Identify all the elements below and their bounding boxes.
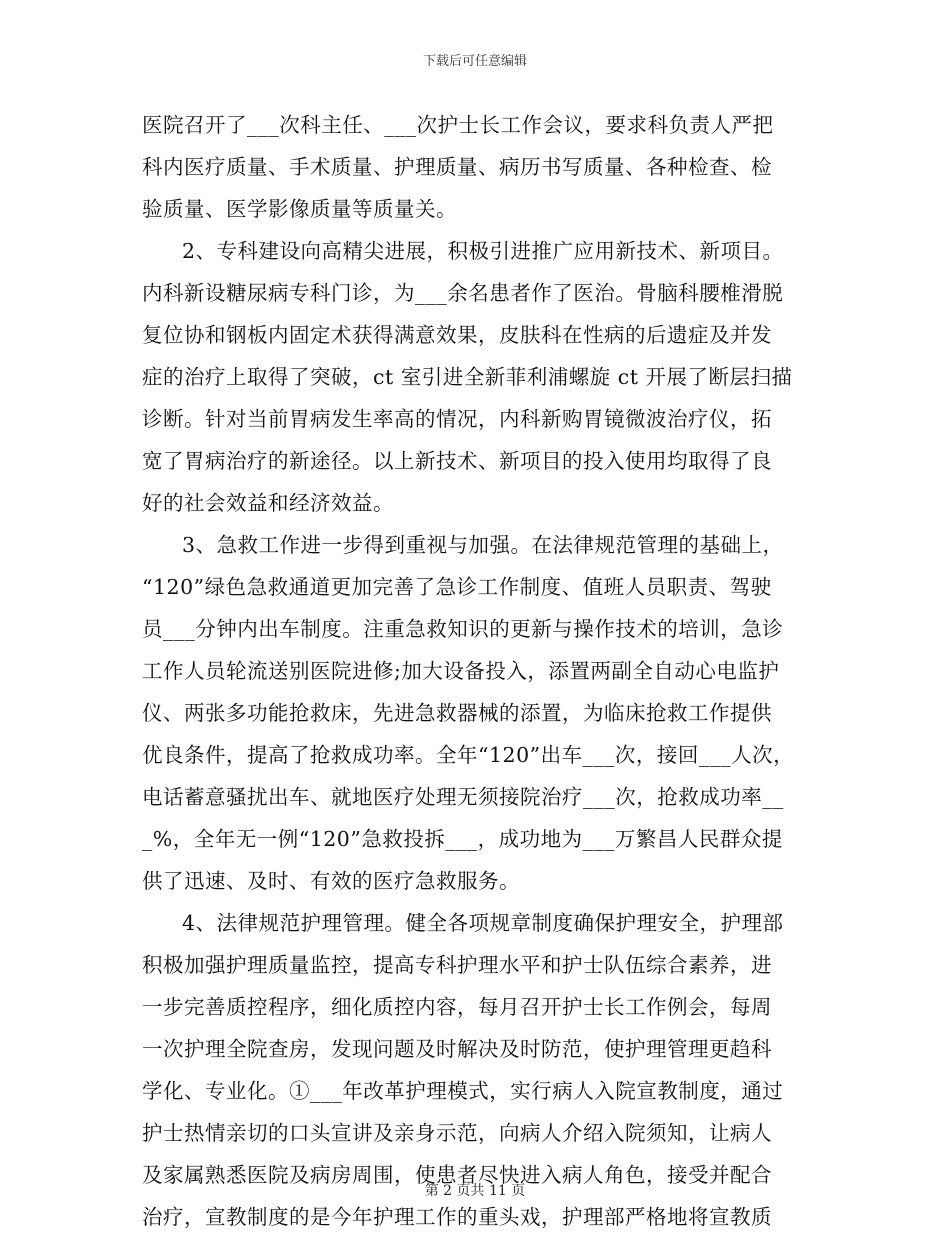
paragraph-start-line: 4、法律规范护理管理。健全各项规章制度确保护理安全，护理部 [182, 911, 784, 935]
text-line: 优良条件，提高了抢救成功率。全年“120”出车___次，接回___人次， [142, 743, 795, 767]
text-line: 仪、两张多功能抢救床，先进急救器械的添置，为临床抢救工作提供 [142, 701, 772, 725]
text-line: 员___分钟内出车制度。注重急救知识的更新与操作技术的培训，急诊 [142, 617, 784, 641]
text-line: _%，全年无一例“120”急救投拆___，成功地为___万繁昌人民群众提 [142, 827, 783, 851]
text-line: 学化、专业化。①___年改革护理模式，实行病人入院宣教制度，通过 [142, 1079, 784, 1103]
text-line: 一次护理全院查房，发现问题及时解决及时防范，使护理管理更趋科 [142, 1037, 772, 1061]
text-line: 复位协和钢板内固定术获得满意效果，皮肤科在性病的后遗症及并发 [142, 323, 772, 347]
text-line: 积极加强护理质量监控，提高专科护理水平和护士队伍综合素养，进 [142, 953, 772, 977]
text-line: 科内医疗质量、手术质量、护理质量、病历书写质量、各种检查、检 [142, 155, 772, 179]
text-line: 供了迅速、及时、有效的医疗急救服务。 [142, 869, 520, 893]
text-line: 诊断。针对当前胃病发生率高的情况，内科新购胃镜微波治疗仪，拓 [142, 407, 772, 431]
text-line: 好的社会效益和经济效益。 [142, 491, 394, 515]
text-line: 症的治疗上取得了突破，ct 室引进全新菲利浦螺旋 ct 开展了断层扫描 [142, 365, 793, 389]
text-line: 治疗，宣教制度的是今年护理工作的重头戏，护理部严格地将宣教质 [142, 1205, 772, 1229]
text-line: 一步完善质控程序，细化质控内容，每月召开护士长工作例会，每周 [142, 995, 772, 1019]
page-footer: 第 2 页共 11 页 [424, 1183, 526, 1199]
text-line: 电话蓄意骚扰出车、就地医疗处理无须接院治疗___次，抢救成功率__ [142, 785, 784, 809]
paragraph-start-line: 3、急救工作进一步得到重视与加强。在法律规范管理的基础上， [182, 533, 784, 557]
text-line: 宽了胃病治疗的新途径。以上新技术、新项目的投入使用均取得了良 [142, 449, 772, 473]
text-line: 及家属熟悉医院及病房周围，使患者尽快进入病人角色，接受并配合 [142, 1163, 772, 1187]
text-line: 内科新设糖尿病专科门诊，为___余名患者作了医治。骨脑科腰椎滑脱 [142, 281, 784, 305]
text-line: “120”绿色急救通道更加完善了急诊工作制度、值班人员职责、驾驶 [142, 575, 772, 599]
paragraph-start-line: 2、专科建设向高精尖进展，积极引进推广应用新技术、新项目。 [182, 239, 784, 263]
text-line: 工作人员轮流送别医院进修;加大设备投入，添置两副全自动心电监护 [142, 659, 780, 683]
text-line: 验质量、医学影像质量等质量关。 [142, 197, 457, 221]
text-line: 医院召开了___次科主任、___次护士长工作会议，要求科负责人严把 [142, 113, 774, 137]
document-body [142, 104, 810, 1238]
page-header: 下载后可任意编辑 [422, 54, 527, 69]
text-line: 护士热情亲切的口头宣讲及亲身示范，向病人介绍入院须知，让病人 [142, 1121, 772, 1145]
